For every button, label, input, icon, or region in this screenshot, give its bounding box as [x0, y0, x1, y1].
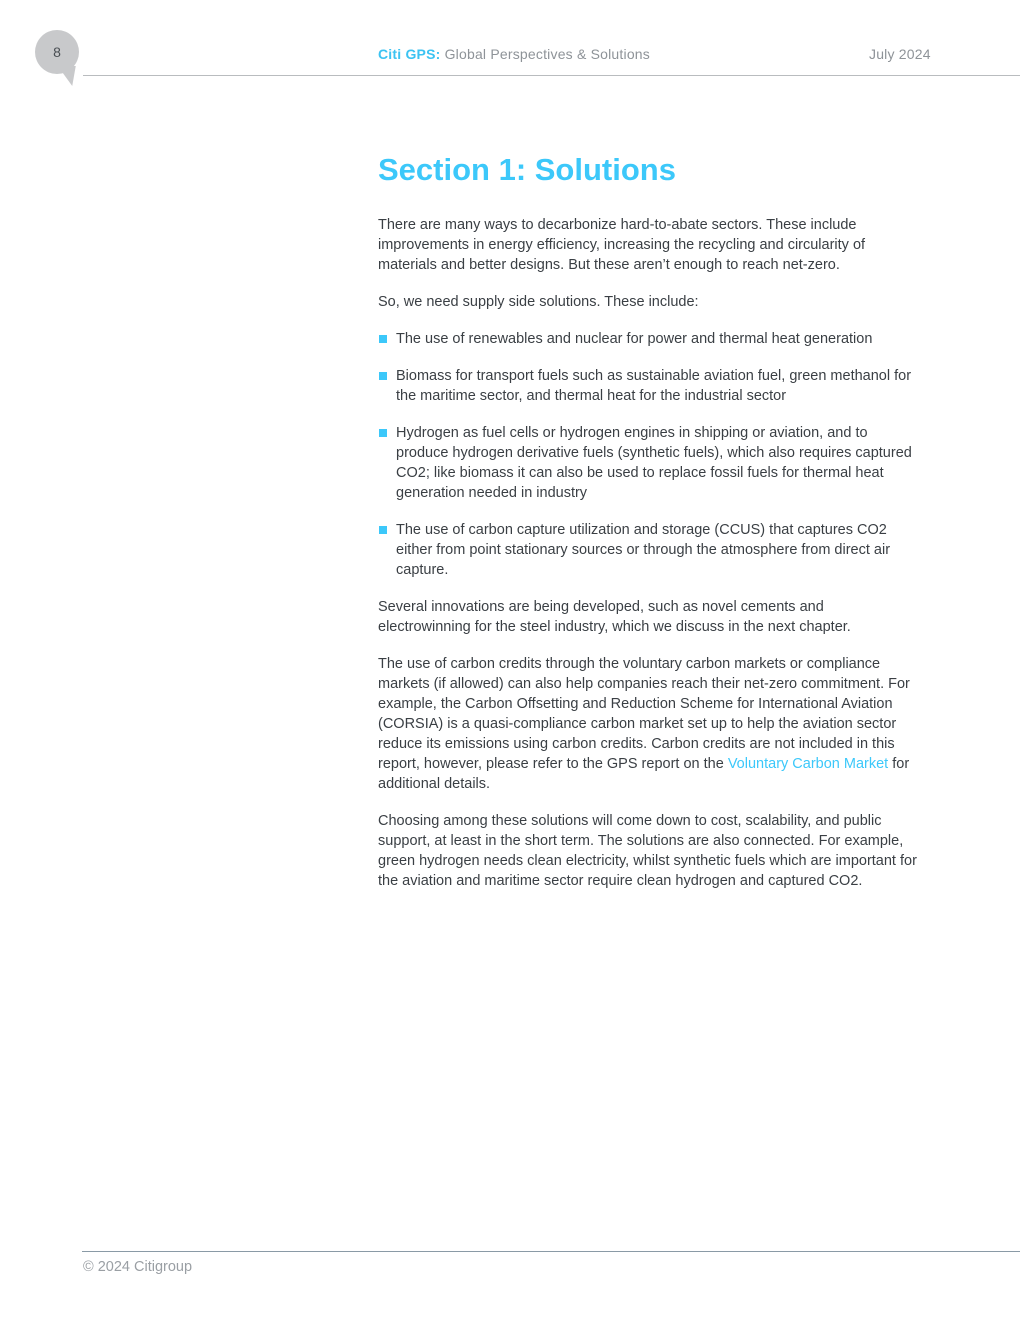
- footer-divider: [82, 1251, 1020, 1252]
- bullet-item: Hydrogen as fuel cells or hydrogen engines in shipping or aviation, and to produce hydrogen derivative fuels (synthetic fuels), which also requires captured CO2; like biomass it can also be used to replace fossil fuels for thermal heat generation needed in industry: [378, 423, 948, 503]
- body-text: [378, 215, 948, 908]
- voluntary-carbon-market-link[interactable]: Voluntary Carbon Market: [727, 756, 889, 772]
- section-title: Section 1: Solutions: [378, 152, 676, 187]
- choosing-paragraph: Choosing among these solutions will come down to cost, scalability, and public support, at least in the short term. The solutions are also connected. For example, green hydrogen needs clean electricity, whilst synthetic fuels which are important for the aviation and maritime sector require clean hydrogen and captured CO2.: [378, 813, 917, 889]
- intro-paragraph: There are many ways to decarbonize hard-to-abate sectors. These include improvements in energy efficiency, increasing the recycling and circularity of materials and better designs. But these aren’t enough to reach net-zero.: [378, 217, 866, 273]
- supply-paragraph: So, we need supply side solutions. These include:: [378, 294, 699, 310]
- header-subtitle: Global Perspectives & Solutions: [444, 46, 650, 62]
- header-brand: Citi GPS:: [378, 46, 441, 62]
- header-divider: [83, 75, 1020, 76]
- bullet-item: The use of carbon capture utilization and storage (CCUS) that captures CO2 either from point stationary sources or through the atmosphere from direct air capture.: [378, 520, 948, 580]
- carbon-credits-paragraph: The use of carbon credits through the voluntary carbon markets or compliance markets (if allowed) can also help companies reach their net-zero commitment. For example, the Carbon Offsetting and Reduction Scheme for International Aviation (CORSIA) is a quasi-compliance carbon market set up to help the aviation sector reduce its emissions using carbon credits. Carbon credits are not included in this report, however, please refer to the GPS report on the Voluntary Carbon Market for additional details.: [378, 656, 910, 792]
- bullet-square-icon: [379, 429, 387, 437]
- header-title: [378, 46, 650, 62]
- page-number-badge: 8: [35, 30, 79, 74]
- bullet-item: Biomass for transport fuels such as sustainable aviation fuel, green methanol for the maritime sector, and thermal heat for the industrial sector: [378, 366, 948, 406]
- footer-copyright: © 2024 Citigroup: [83, 1259, 193, 1275]
- bullet-item: The use of renewables and nuclear for power and thermal heat generation: [378, 329, 948, 349]
- innovations-paragraph: Several innovations are being developed, such as novel cements and electrowinning for the steel industry, which we discuss in the next chapter.: [378, 599, 851, 635]
- header-date: July 2024: [869, 46, 931, 62]
- bullet-square-icon: [379, 335, 387, 343]
- bullet-square-icon: [379, 526, 387, 534]
- bullet-square-icon: [379, 372, 387, 380]
